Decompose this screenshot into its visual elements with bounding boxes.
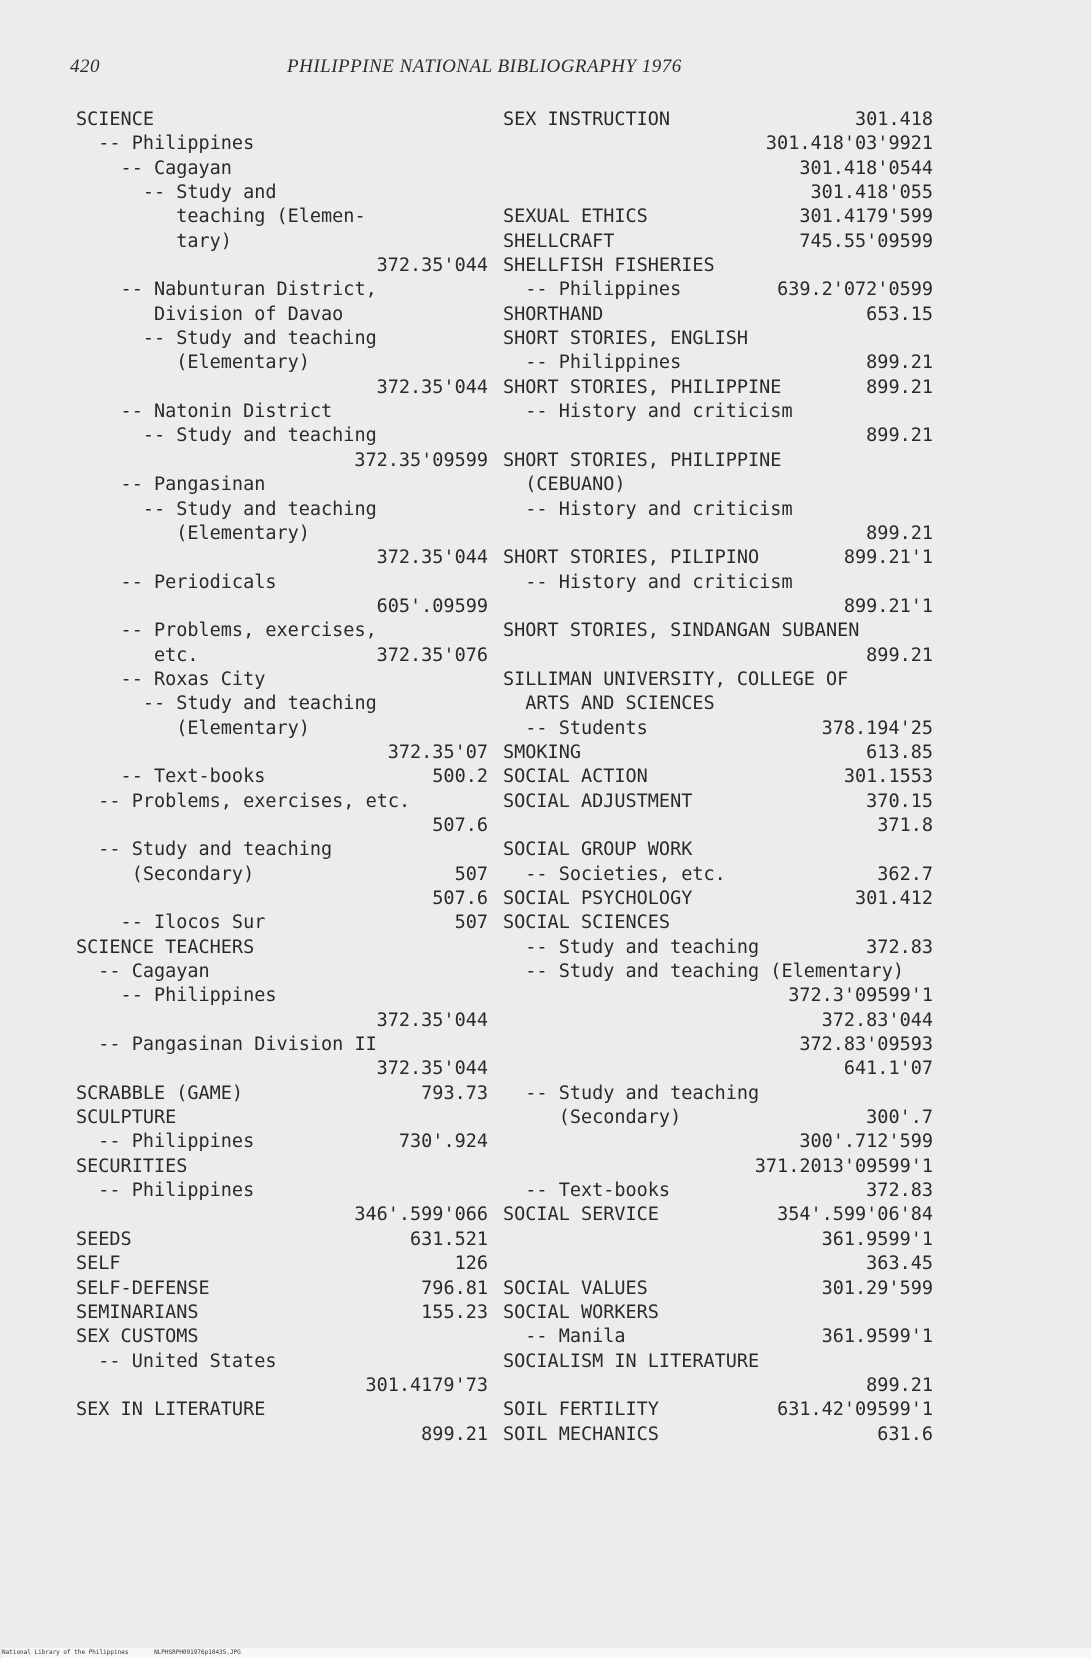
index-entry-line — [76, 181, 496, 205]
index-entry-line — [503, 278, 943, 302]
class-number: 301.418'0544 — [799, 157, 933, 179]
index-entry-line — [76, 230, 496, 254]
entry-heading: SELF — [76, 1253, 121, 1275]
page-number: 420 — [70, 56, 100, 77]
index-entry-line — [503, 838, 943, 862]
index-entry-line — [76, 424, 496, 448]
entry-heading: SOCIAL ACTION — [503, 766, 648, 788]
entry-heading: -- Study and teaching (Elementary) — [503, 961, 904, 983]
class-number: 301.4179'73 — [365, 1374, 488, 1396]
class-number: 745.55'09599 — [799, 230, 933, 252]
class-number: 300'.712'599 — [799, 1131, 933, 1153]
index-entry-line — [76, 1179, 496, 1203]
entry-heading: -- Roxas City — [76, 668, 266, 690]
index-entry-line — [76, 157, 496, 181]
class-number: 507 — [454, 863, 488, 885]
entry-heading: -- Ilocos Sur — [76, 912, 266, 934]
entry-heading: -- Problems, exercises, — [76, 620, 377, 642]
entry-heading: -- History and criticism — [503, 401, 793, 423]
index-entry-line — [503, 1252, 943, 1276]
index-entry-line — [503, 1203, 943, 1227]
class-number: 372.83'09593 — [799, 1034, 933, 1056]
class-number: 899.21'1 — [843, 547, 933, 569]
index-entry-line — [76, 1203, 496, 1227]
index-entry-line — [503, 1057, 943, 1081]
index-entry-line — [503, 1106, 943, 1130]
entry-heading: -- Students — [503, 717, 648, 739]
index-entry-line — [503, 692, 943, 716]
index-entry-line — [76, 1057, 496, 1081]
index-entry-line — [503, 911, 943, 935]
index-entry-line — [76, 327, 496, 351]
entry-heading: SHORT STORIES, PHILIPPINE — [503, 376, 782, 398]
index-entry-line — [503, 546, 943, 570]
index-entry-line — [76, 132, 496, 156]
index-entry-line — [76, 790, 496, 814]
entry-heading: SOCIAL ADJUSTMENT — [503, 790, 693, 812]
class-number: 639.2'072'0599 — [777, 279, 933, 301]
entry-heading: -- Text-books — [76, 766, 266, 788]
index-entry-line — [503, 1423, 943, 1447]
index-entry-line — [503, 522, 943, 546]
entry-heading: ARTS AND SCIENCES — [503, 693, 715, 715]
index-entry-line — [503, 108, 943, 132]
index-entry-line — [76, 351, 496, 375]
class-number: 372.35'044 — [376, 1058, 488, 1080]
entry-heading: (Secondary) — [76, 863, 255, 885]
class-number: 899.21 — [866, 1374, 933, 1396]
class-number: 631.42'09599'1 — [777, 1399, 933, 1421]
class-number: 372.35'044 — [376, 255, 488, 277]
class-number: 301.29'599 — [821, 1277, 933, 1299]
page-header — [70, 56, 790, 84]
class-number: 605'.09599 — [376, 595, 488, 617]
entry-heading: SEX INSTRUCTION — [503, 109, 671, 130]
entry-heading: SCULPTURE — [76, 1107, 177, 1129]
index-entry-line — [503, 668, 943, 692]
class-number: 899.21 — [866, 376, 933, 398]
left-column — [76, 108, 496, 1447]
index-entry-line — [76, 1252, 496, 1276]
index-entry-line — [503, 741, 943, 765]
entry-heading: SOIL MECHANICS — [503, 1423, 659, 1445]
entry-heading: SEMINARIANS — [76, 1301, 199, 1323]
class-number: 372.83 — [866, 1180, 933, 1202]
class-number: 301.1553 — [843, 766, 933, 788]
index-entry-line — [76, 1082, 496, 1106]
entry-heading: SOCIAL WORKERS — [503, 1301, 659, 1323]
index-entry-line — [503, 765, 943, 789]
index-entry-line — [503, 449, 943, 473]
index-entry-line — [503, 644, 943, 668]
entry-heading: etc. — [76, 644, 199, 666]
index-entry-line — [503, 1179, 943, 1203]
index-entry-line — [503, 1082, 943, 1106]
class-number: 899.21 — [866, 425, 933, 447]
scan-footer — [2, 1648, 1091, 1658]
index-entry-line — [76, 1325, 496, 1349]
index-entry-line — [76, 692, 496, 716]
index-entry-line — [503, 595, 943, 619]
class-number: 899.21 — [866, 644, 933, 666]
entry-heading: -- Study and teaching — [76, 328, 377, 350]
index-entry-line — [503, 1033, 943, 1057]
entry-heading: (Elementary) — [76, 717, 310, 739]
entry-heading: -- Philippines — [503, 352, 682, 374]
index-entry-line — [503, 1277, 943, 1301]
entry-heading: -- Study and teaching — [503, 936, 760, 958]
index-entry-line — [76, 498, 496, 522]
entry-heading: teaching (Elemen- — [76, 206, 366, 228]
index-entry-line — [76, 449, 496, 473]
class-number: 370.15 — [866, 790, 933, 812]
index-entry-line — [503, 1155, 943, 1179]
index-entry-line — [76, 1423, 496, 1447]
index-entry-line — [503, 327, 943, 351]
class-number: 300'.7 — [866, 1107, 933, 1129]
index-entry-line — [503, 157, 943, 181]
entry-heading: -- Philippines — [503, 279, 682, 301]
class-number: 372.83'044 — [821, 1009, 933, 1031]
entry-heading: SECURITIES — [76, 1155, 188, 1177]
index-entry-line — [76, 814, 496, 838]
entry-heading: SILLIMAN UNIVERSITY, COLLEGE OF — [503, 668, 849, 690]
entry-heading: SOIL FERTILITY — [503, 1399, 659, 1421]
footer-library: National Library of the Philippines — [2, 1649, 129, 1656]
entry-heading: SCRABBLE (GAME) — [76, 1082, 244, 1104]
class-number: 793.73 — [421, 1082, 488, 1104]
index-entry-line — [76, 522, 496, 546]
entry-heading: (Elementary) — [76, 522, 310, 544]
index-entry-line — [76, 1009, 496, 1033]
entry-heading: -- Cagayan — [76, 961, 210, 983]
index-entry-line — [503, 303, 943, 327]
class-number: 507.6 — [432, 888, 488, 909]
entry-heading: -- Periodicals — [76, 571, 277, 593]
class-number: 372.83 — [866, 936, 933, 958]
index-entry-line — [76, 1277, 496, 1301]
class-number: 899.21 — [866, 352, 933, 374]
entry-heading: -- Study and teaching — [503, 1082, 760, 1104]
index-entry-line — [76, 278, 496, 302]
entry-heading: SOCIAL SCIENCES — [503, 912, 671, 934]
index-entry-line — [76, 303, 496, 327]
entry-heading: -- United States — [76, 1350, 277, 1372]
entry-heading: SOCIAL SERVICE — [503, 1204, 659, 1226]
index-entry-line — [76, 1033, 496, 1057]
entry-heading: -- Pangasinan — [76, 474, 266, 496]
index-entry-line — [76, 1301, 496, 1325]
class-number: 301.418'055 — [810, 182, 933, 204]
index-entry-line — [76, 205, 496, 229]
entry-heading: -- Natonin District — [76, 401, 333, 423]
entry-heading: -- Philippines — [76, 985, 277, 1007]
entry-heading: SOCIAL PSYCHOLOGY — [503, 888, 693, 909]
class-number: 500.2 — [432, 766, 488, 788]
class-number: 378.194'25 — [821, 717, 933, 739]
index-entry-line — [503, 376, 943, 400]
entry-heading: -- Study and teaching — [76, 425, 377, 447]
index-entry-line — [76, 1155, 496, 1179]
index-entry-line — [76, 863, 496, 887]
index-entry-line — [503, 254, 943, 278]
entry-heading: -- Nabunturan District, — [76, 279, 377, 301]
entry-heading: Division of Davao — [76, 303, 344, 325]
class-number: 362.7 — [877, 863, 933, 885]
entry-heading: SOCIALISM IN LITERATURE — [503, 1350, 760, 1372]
index-entry-line — [503, 936, 943, 960]
class-number: 372.35'09599 — [354, 449, 488, 471]
index-entry-line — [503, 1009, 943, 1033]
class-number: 372.35'044 — [376, 1009, 488, 1031]
class-number: 899.21 — [421, 1423, 488, 1445]
class-number: 372.35'07 — [387, 741, 488, 763]
entry-heading: SCIENCE TEACHERS — [76, 936, 255, 958]
class-number: 361.9599'1 — [821, 1326, 933, 1348]
entry-heading: SEX IN LITERATURE — [76, 1399, 266, 1421]
index-entry-line — [76, 1106, 496, 1130]
entry-heading: -- Text-books — [503, 1180, 671, 1202]
class-number: 507 — [454, 912, 488, 934]
entry-heading: -- Study and teaching — [76, 498, 377, 520]
index-entry-line — [503, 473, 943, 497]
index-entry-line — [76, 1228, 496, 1252]
class-number: 641.1'07 — [843, 1058, 933, 1080]
class-number: 796.81 — [421, 1277, 488, 1299]
class-number: 613.85 — [866, 741, 933, 763]
class-number: 126 — [454, 1253, 488, 1275]
entry-heading: (Secondary) — [503, 1107, 682, 1129]
index-entry-line — [503, 960, 943, 984]
index-entry-line — [76, 838, 496, 862]
index-entry-line — [503, 205, 943, 229]
index-entry-line — [503, 1350, 943, 1374]
entry-heading: -- Problems, exercises, etc. — [76, 790, 411, 812]
index-entry-line — [503, 984, 943, 1008]
entry-heading: SHELLCRAFT — [503, 230, 615, 252]
index-entry-line — [76, 400, 496, 424]
class-number: 371.8 — [877, 814, 933, 836]
index-entry-line — [76, 473, 496, 497]
entry-heading: -- Philippines — [76, 133, 255, 155]
index-entry-line — [503, 132, 943, 156]
footer-filename: NLPHSRPH091976p10435.JPG — [154, 1649, 241, 1656]
entry-heading: SCIENCE — [76, 109, 154, 130]
class-number: 899.21 — [866, 522, 933, 544]
class-number: 372.35'044 — [376, 547, 488, 569]
class-number: 507.6 — [432, 814, 488, 836]
index-entry-line — [503, 1130, 943, 1154]
index-entry-line — [76, 765, 496, 789]
entry-heading: SOCIAL VALUES — [503, 1277, 648, 1299]
index-entry-line — [503, 814, 943, 838]
class-number: 899.21'1 — [843, 595, 933, 617]
class-number: 301.4179'599 — [799, 206, 933, 228]
index-entry-line — [503, 571, 943, 595]
index-entry-line — [503, 1228, 943, 1252]
entry-heading: SHORTHAND — [503, 303, 604, 325]
index-entry-line — [503, 351, 943, 375]
index-entry-line — [503, 887, 943, 911]
entry-heading: -- History and criticism — [503, 571, 793, 593]
index-entry-line — [76, 1374, 496, 1398]
entry-heading: -- History and criticism — [503, 498, 793, 520]
class-number: 371.2013'09599'1 — [754, 1155, 933, 1177]
index-entry-line — [76, 644, 496, 668]
class-number: 155.23 — [421, 1301, 488, 1323]
class-number: 372.3'09599'1 — [788, 985, 933, 1007]
index-entry-line — [503, 424, 943, 448]
index-entry-line — [503, 181, 943, 205]
class-number: 730'.924 — [398, 1131, 488, 1153]
index-entry-line — [76, 1130, 496, 1154]
index-entry-line — [76, 595, 496, 619]
index-entry-line — [76, 571, 496, 595]
index-entry-line — [76, 376, 496, 400]
entry-heading: (Elementary) — [76, 352, 310, 374]
index-entry-line — [503, 1325, 943, 1349]
index-entry-line — [76, 668, 496, 692]
entry-heading: SHORT STORIES, ENGLISH — [503, 328, 749, 350]
index-entry-line — [503, 619, 943, 643]
index-entry-line — [503, 1301, 943, 1325]
index-entry-line — [76, 936, 496, 960]
entry-heading: SEEDS — [76, 1228, 132, 1250]
class-number: 301.418'03'9921 — [765, 133, 933, 155]
entry-heading: SHORT STORIES, SINDANGAN SUBANEN — [503, 620, 860, 642]
entry-heading: SOCIAL GROUP WORK — [503, 839, 693, 861]
index-entry-line — [76, 911, 496, 935]
index-entry-line — [76, 546, 496, 570]
entry-heading: -- Philippines — [76, 1131, 255, 1153]
index-entry-line — [76, 984, 496, 1008]
entry-heading: SHORT STORIES, PHILIPPINE — [503, 449, 782, 471]
index-entry-line — [76, 619, 496, 643]
index-entry-line — [76, 717, 496, 741]
index-entry-line — [503, 790, 943, 814]
running-title: PHILIPPINE NATIONAL BIBLIOGRAPHY 1976 — [287, 56, 682, 77]
entry-heading: -- Philippines — [76, 1180, 255, 1202]
entry-heading: -- Manila — [503, 1326, 626, 1348]
entry-heading: -- Societies, etc. — [503, 863, 726, 885]
entry-heading: -- Study and — [76, 182, 277, 204]
index-entry-line — [76, 108, 496, 132]
entry-heading: (CEBUANO) — [503, 474, 626, 496]
entry-heading: SEX CUSTOMS — [76, 1326, 199, 1348]
class-number: 301.412 — [855, 888, 933, 909]
entry-heading: -- Pangasinan Division II — [76, 1034, 377, 1056]
class-number: 354'.599'06'84 — [777, 1204, 933, 1226]
entry-heading: SEXUAL ETHICS — [503, 206, 648, 228]
class-number: 372.35'044 — [376, 376, 488, 398]
class-number: 301.418 — [855, 109, 933, 130]
entry-heading: SELF-DEFENSE — [76, 1277, 210, 1299]
entry-heading: -- Study and teaching — [76, 693, 377, 715]
class-number: 361.9599'1 — [821, 1228, 933, 1250]
entry-heading: tary) — [76, 230, 232, 252]
entry-heading: SHORT STORIES, PILIPINO — [503, 547, 760, 569]
index-entry-line — [76, 1350, 496, 1374]
index-entry-line — [503, 1374, 943, 1398]
index-entry-line — [503, 1398, 943, 1422]
entry-heading: SHELLFISH FISHERIES — [503, 255, 715, 277]
class-number: 372.35'076 — [376, 644, 488, 666]
class-number: 653.15 — [866, 303, 933, 325]
entry-heading: SMOKING — [503, 741, 581, 763]
index-entry-line — [76, 741, 496, 765]
index-entry-line — [503, 717, 943, 741]
index-entry-line — [76, 960, 496, 984]
entry-heading: -- Cagayan — [76, 157, 232, 179]
class-number: 631.6 — [877, 1423, 933, 1445]
index-entry-line — [76, 887, 496, 911]
index-entry-line — [76, 254, 496, 278]
class-number: 363.45 — [866, 1253, 933, 1275]
index-entry-line — [503, 863, 943, 887]
right-column — [503, 108, 943, 1447]
class-number: 346'.599'066 — [354, 1204, 488, 1226]
class-number: 631.521 — [410, 1228, 488, 1250]
index-entry-line — [503, 400, 943, 424]
index-entry-line — [76, 1398, 496, 1422]
entry-heading: -- Study and teaching — [76, 839, 333, 861]
index-entry-line — [503, 498, 943, 522]
index-entry-line — [503, 230, 943, 254]
